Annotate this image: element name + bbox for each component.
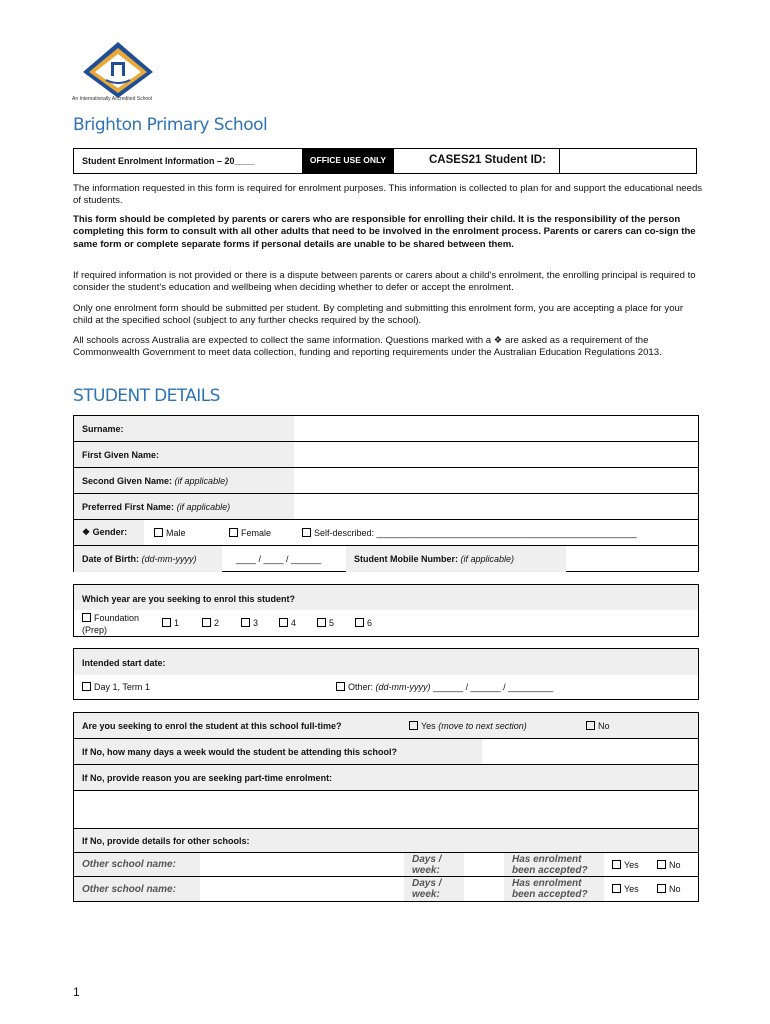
days-week-label: Days / week: — [404, 877, 464, 901]
section-title: STUDENT DETAILS — [73, 386, 220, 406]
accepted-yes-option[interactable]: Yes — [612, 860, 639, 870]
reason-input-area[interactable] — [74, 791, 698, 829]
student-details-table — [73, 415, 699, 572]
intro-paragraph-3: If required information is not provided or there is a dispute between parents or carers about a child's enrolment, the enrolling principal is required to consider the student's education and wellbeing when deciding whether to defer or accept the enrolment. — [73, 270, 696, 294]
year-6-option[interactable]: 6 — [355, 618, 372, 628]
first-given-label: First Given Name: — [74, 442, 294, 467]
checkbox-icon — [612, 860, 621, 869]
year-5-option[interactable]: 5 — [317, 618, 334, 628]
intro-paragraph-5: All schools across Australia are expected to collect the same information. Questions marked with a ❖ are asked as a requirement of the Commonwealth Government to meet data collection, funding and reporting requirements under the Australian Education Regulations 2013. — [73, 335, 662, 359]
fulltime-no-option[interactable]: No — [586, 721, 610, 731]
accepted-no-option[interactable]: No — [657, 884, 681, 894]
checkbox-icon — [82, 613, 91, 622]
reason-question: If No, provide reason you are seeking part-time enrolment: — [82, 773, 333, 783]
checkbox-icon — [317, 618, 326, 627]
intro-paragraph-2: This form should be completed by parents or carers who are responsible for enrolling their child. It is the responsibility of the person completing this form to consult with all other adults that need to be involved in the enrolment process. Parents or carers can co-sign the same form or complete separate forms if personal details are unable to be shared between them. — [73, 214, 696, 250]
dob-input[interactable]: ____ / ____ / ______ — [236, 554, 322, 564]
dob-row — [74, 546, 698, 572]
first-given-row[interactable] — [74, 442, 698, 468]
preferred-text: Preferred First Name: — [82, 501, 175, 512]
dob-label — [74, 546, 222, 572]
checkbox-icon — [657, 884, 666, 893]
checkbox-icon — [302, 528, 311, 537]
days-week-label: Days / week: — [404, 853, 464, 876]
checkbox-icon — [162, 618, 171, 627]
mobile-text: Student Mobile Number: — [354, 554, 458, 564]
preferred-row[interactable] — [74, 494, 698, 520]
cases-id-label: CASES21 Student ID: — [429, 154, 546, 166]
year-2-option[interactable]: 2 — [202, 618, 219, 628]
start-day1-option[interactable]: Day 1, Term 1 — [82, 682, 150, 692]
fulltime-row — [74, 713, 698, 739]
mobile-note: (if applicable) — [460, 554, 515, 564]
year-4-option[interactable]: 4 — [279, 618, 296, 628]
reason-label-row — [74, 765, 698, 791]
fulltime-question: Are you seeking to enrol the student at this school full-time? — [82, 721, 342, 731]
checkbox-icon — [279, 618, 288, 627]
intro-paragraph-4: Only one enrolment form should be submitted per student. By completing and submitting this enrolment form, you are accepting a place for your child at the specified school (subject to any further checks required by the school). — [73, 303, 684, 327]
gender-female-option[interactable]: Female — [229, 528, 271, 538]
gender-label: ❖ Gender: — [74, 520, 144, 545]
gender-row — [74, 520, 698, 546]
year-foundation-option[interactable]: Foundation (Prep) — [82, 613, 140, 635]
year-question: Which year are you seeking to enrol this student? — [82, 594, 296, 604]
gender-male-option[interactable]: Male — [154, 528, 186, 538]
other-school-row-2 — [74, 877, 698, 901]
start-other-option[interactable]: Other: (dd-mm-yyyy) ______ / ______ / _________ — [336, 682, 553, 692]
other-school-row-1 — [74, 853, 698, 877]
days-question: If No, how many days a week would the student be attending this school? — [74, 739, 482, 764]
logo-caption: An Internationally Accredited School — [72, 96, 153, 102]
checkbox-icon — [229, 528, 238, 537]
checkbox-icon — [409, 721, 418, 730]
accepted-no-option[interactable]: No — [657, 860, 681, 870]
checkbox-icon — [657, 860, 666, 869]
checkbox-icon — [586, 721, 595, 730]
second-given-note: (if applicable) — [174, 475, 229, 486]
surname-label: Surname: — [74, 416, 294, 441]
checkbox-icon — [336, 682, 345, 691]
other-schools-question: If No, provide details for other schools: — [82, 836, 250, 846]
enrolment-header-bar — [73, 148, 697, 174]
year-3-option[interactable]: 3 — [241, 618, 258, 628]
checkbox-icon — [82, 682, 91, 691]
dob-text: Date of Birth: — [82, 554, 139, 564]
office-use-label: OFFICE USE ONLY — [302, 148, 394, 173]
year-level-table — [73, 584, 699, 637]
accepted-yes-option[interactable]: Yes — [612, 884, 639, 894]
start-date-question: Intended start date: — [82, 658, 166, 668]
other-school-name-label: Other school name: — [74, 877, 200, 901]
enrolment-accepted-label: Has enrolment been accepted? — [504, 853, 604, 876]
surname-row[interactable] — [74, 416, 698, 442]
other-school-name-label: Other school name: — [74, 853, 200, 876]
gender-self-described-option[interactable]: Self-described: ____________________________________________________ — [302, 528, 637, 538]
preferred-note: (if applicable) — [176, 501, 231, 512]
checkbox-icon — [612, 884, 621, 893]
checkbox-icon — [241, 618, 250, 627]
other-schools-row — [74, 829, 698, 853]
school-name: Brighton Primary School — [73, 115, 268, 135]
second-given-row[interactable] — [74, 468, 698, 494]
checkbox-icon — [202, 618, 211, 627]
enrolment-info-label: Student Enrolment Information – 20____ — [82, 156, 255, 166]
checkbox-icon — [154, 528, 163, 537]
intro-paragraph-1: The information requested in this form is required for enrolment purposes. This information is collected to plan for and support the educational needs of students. — [73, 183, 703, 207]
year-1-option[interactable]: 1 — [162, 618, 179, 628]
fulltime-yes-option[interactable]: Yes (move to next section) — [409, 721, 527, 731]
page-number: 1 — [73, 985, 80, 999]
days-row[interactable] — [74, 739, 698, 765]
mobile-label — [346, 546, 566, 572]
dob-note: (dd-mm-yyyy) — [141, 554, 197, 564]
second-given-text: Second Given Name: — [82, 475, 173, 486]
second-given-label — [74, 468, 294, 493]
preferred-label — [74, 494, 294, 519]
fulltime-table — [73, 712, 699, 902]
start-date-table — [73, 648, 699, 700]
checkbox-icon — [355, 618, 364, 627]
enrolment-accepted-label: Has enrolment been accepted? — [504, 877, 604, 901]
